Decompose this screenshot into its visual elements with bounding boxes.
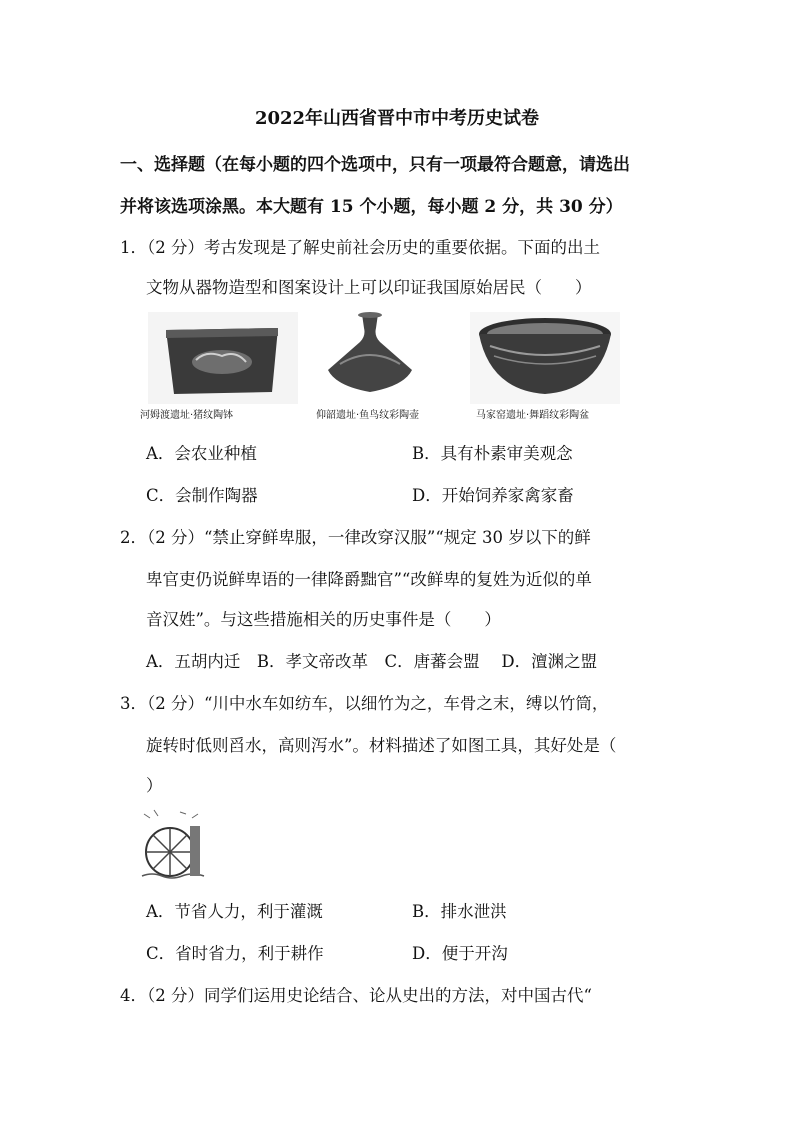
q1-option-a: A．会农业种植 — [146, 444, 257, 463]
q1-option-b: B．具有朴素审美观念 — [412, 444, 573, 463]
q1-option-d: D．开始饲养家禽家畜 — [412, 486, 574, 505]
waterwheel-image — [140, 806, 206, 886]
q3-option-a: A．节省人力，利于灌溉 — [146, 902, 323, 921]
page-title: 2022年山西省晋中市中考历史试卷 — [254, 108, 540, 129]
q3-stem-line2: 旋转时低则舀水，高则泻水”。材料描述了如图工具，其好处是（ — [146, 736, 617, 755]
q4-stem-line1: 4．（2 分）同学们运用史论结合、论从史出的方法，对中国古代“ — [120, 986, 592, 1005]
q3-stem-line1: 3．（2 分）“川中水车如纺车，以细竹为之，车骨之末，缚以竹筒， — [120, 694, 609, 713]
q2-stem-line3: 音汉姓”。与这些措施相关的历史事件是（ ） — [146, 610, 501, 629]
q1-caption-3: 马家窑遗址·舞蹈纹彩陶盆 — [476, 410, 590, 421]
q2-stem-line2: 卑官吏仍说鲜卑语的一律降爵黜官”“改鲜卑的复姓为近似的单 — [146, 570, 592, 589]
q1-caption-1: 河姆渡遗址·猪纹陶钵 — [140, 410, 234, 421]
q1-caption-2: 仰韶遗址·鱼鸟纹彩陶壶 — [316, 410, 420, 421]
q3-option-d: D．便于开沟 — [412, 944, 508, 963]
pig-pattern-bowl-image — [148, 312, 298, 404]
section-heading-line1: 一、选择题（在每小题的四个选项中，只有一项最符合题意，请选出 — [120, 155, 630, 175]
q3-option-b: B．排水泄洪 — [412, 902, 507, 921]
fish-bird-pot-image — [310, 312, 430, 404]
q1-option-c: C．会制作陶器 — [146, 486, 258, 505]
dance-pattern-basin-image — [470, 312, 620, 404]
q1-stem-line2: 文物从器物造型和图案设计上可以印证我国原始居民（ ） — [146, 278, 592, 297]
q1-stem-line1: 1．（2 分）考古发现是了解史前社会历史的重要依据。下面的出土 — [120, 238, 600, 257]
q2-options: A．五胡内迁 B．孝文帝改革 C．唐蕃会盟 D．澶渊之盟 — [146, 652, 598, 671]
q1-artifact-images — [140, 312, 620, 422]
q3-stem-line3: ） — [146, 776, 163, 795]
q2-stem-line1: 2．（2 分）“禁止穿鲜卑服，一律改穿汉服”“规定 30 岁以下的鲜 — [120, 528, 591, 547]
q3-option-c: C．省时省力，利于耕作 — [146, 944, 324, 963]
section-heading-line2: 并将该选项涂黑。本大题有 15 个小题，每小题 2 分，共 30 分） — [120, 197, 623, 217]
